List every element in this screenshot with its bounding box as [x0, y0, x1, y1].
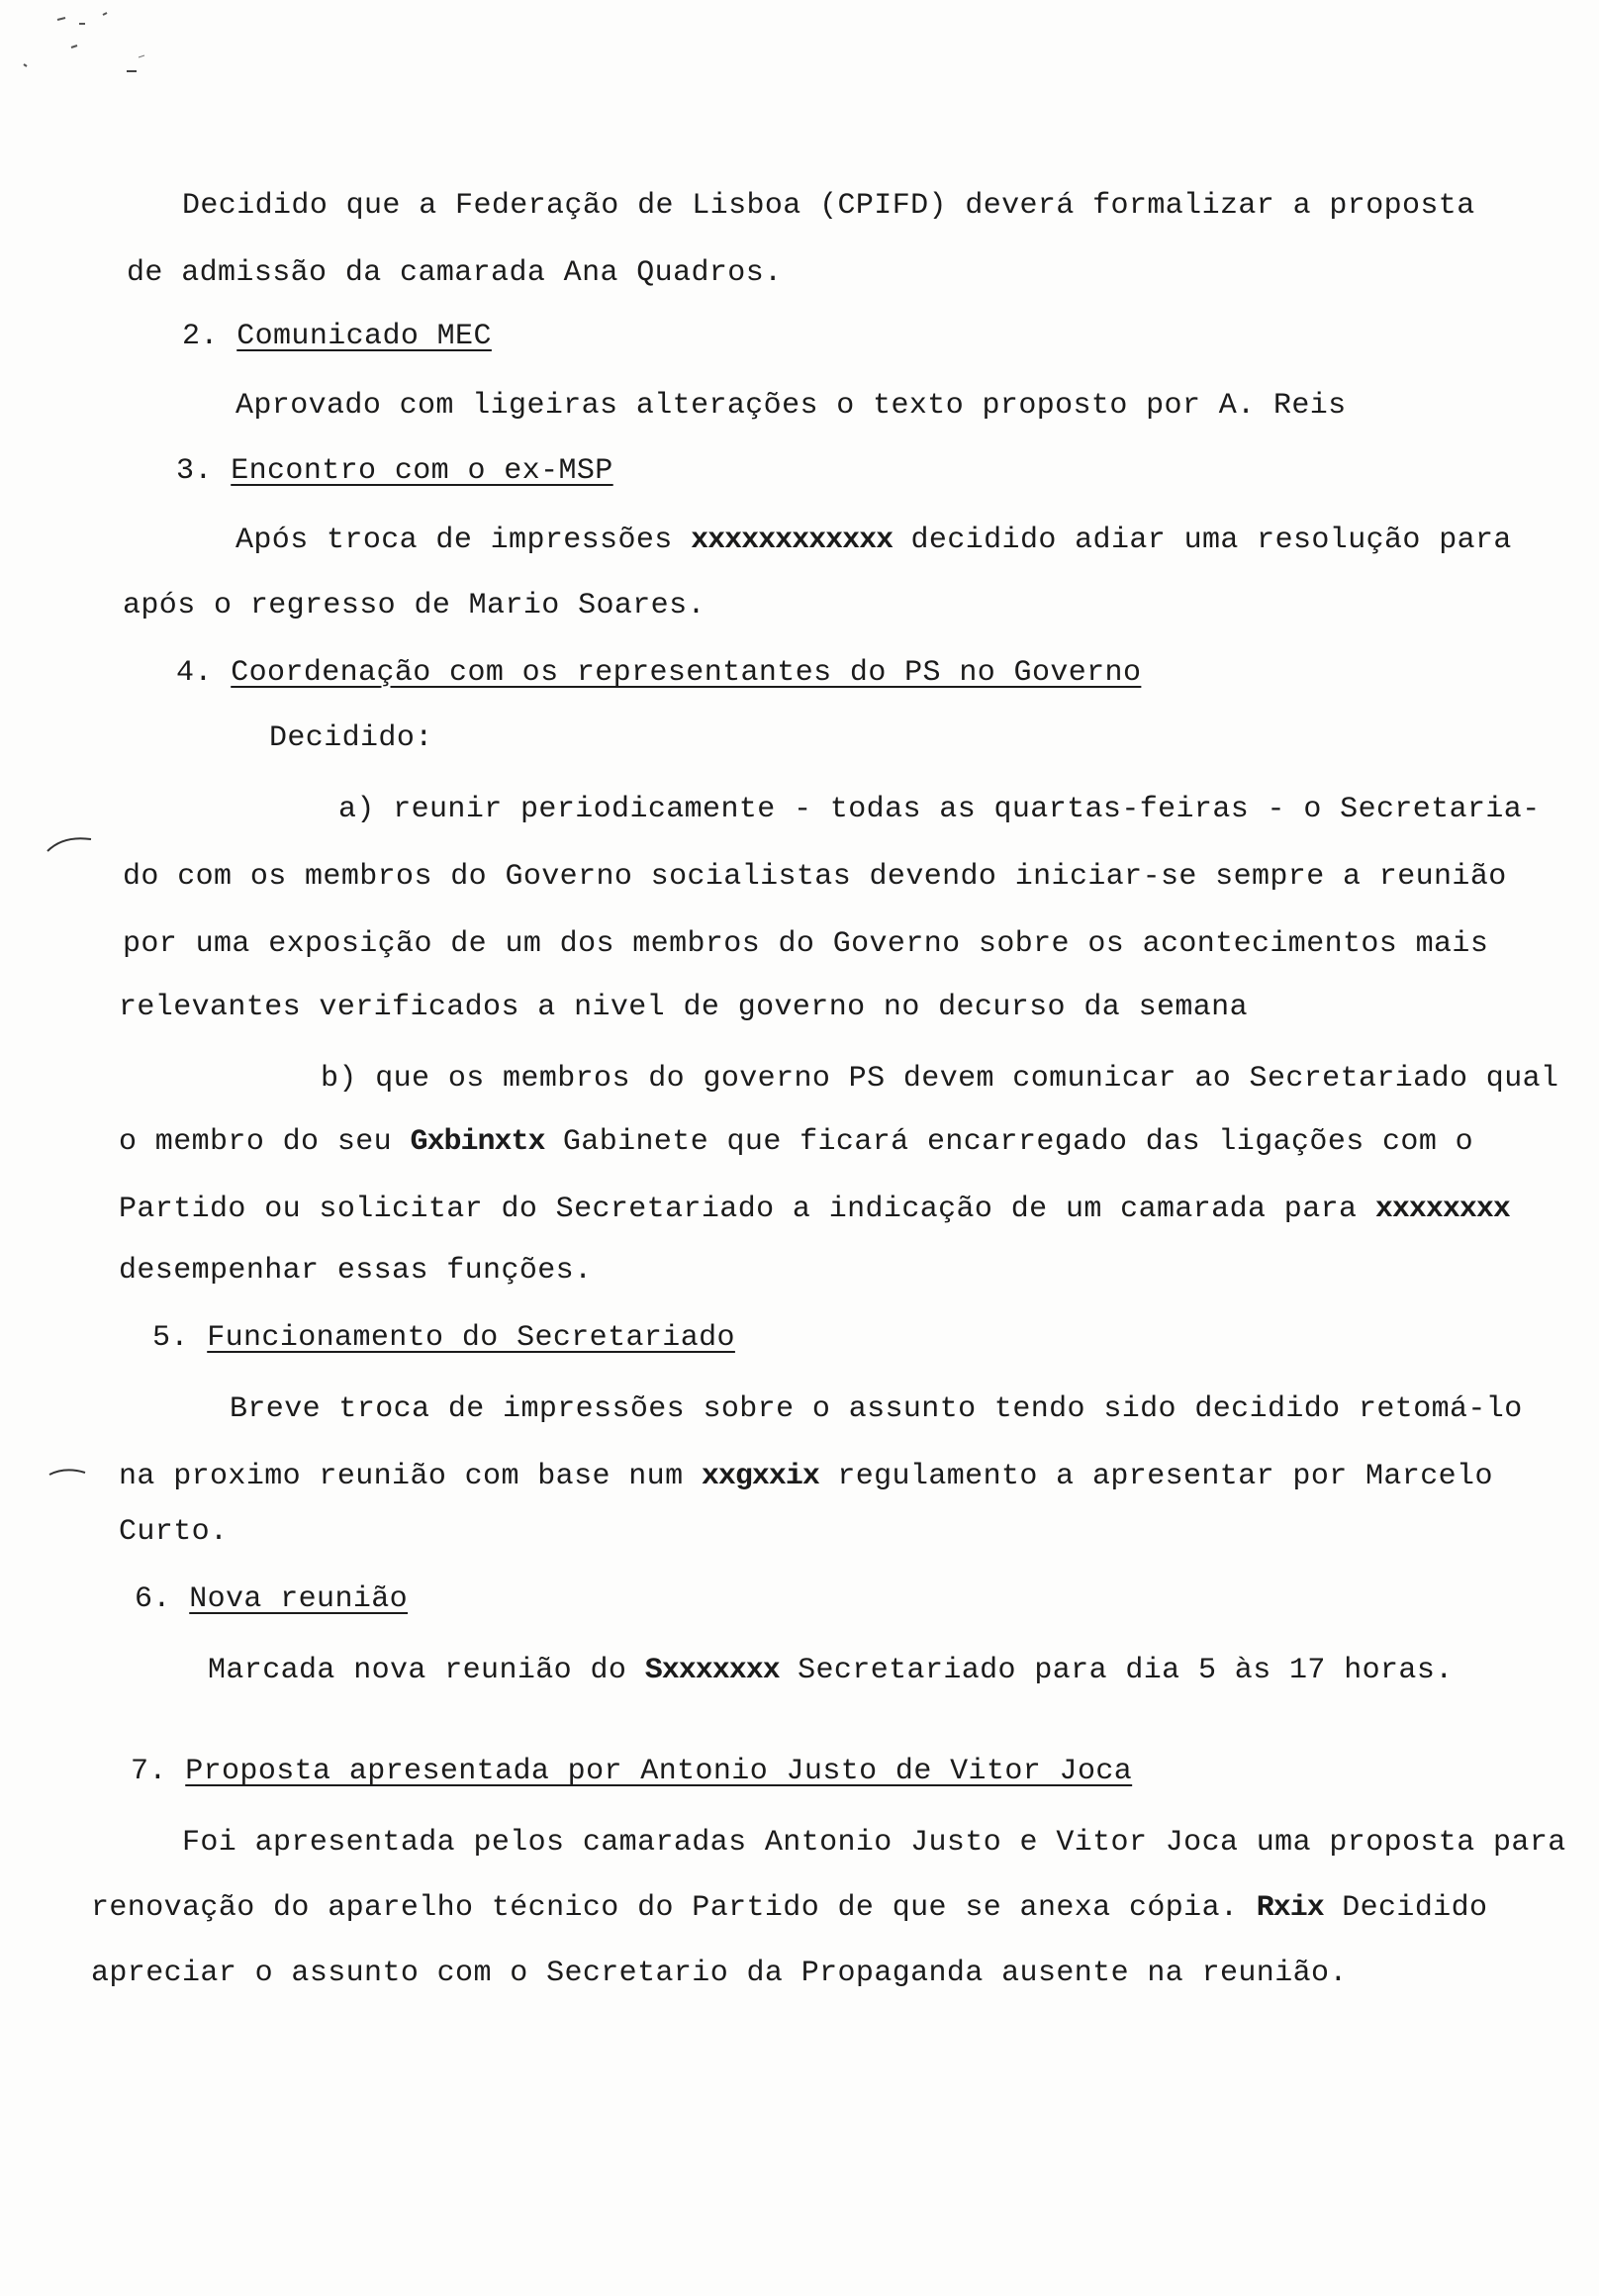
section-number: 2.: [182, 320, 219, 353]
text-line: [119, 1124, 1473, 1160]
section-heading-2: [182, 319, 492, 354]
section-number: 4.: [176, 656, 213, 690]
text-line: [119, 1192, 1510, 1227]
text-line: relevantes verificados a nivel de governo no decurso da semana: [119, 991, 1248, 1024]
text-run: Secretariado para dia 5 às 17 horas.: [798, 1654, 1454, 1687]
text-line: [119, 1459, 1493, 1494]
margin-mark-1: [44, 827, 103, 857]
section-heading-6: [135, 1581, 408, 1617]
struck-text: xxgxxix: [701, 1460, 819, 1493]
text-line: [91, 1890, 1487, 1926]
margin-mark-2: [44, 1463, 103, 1483]
text-line: de admissão da camarada Ana Quadros.: [127, 256, 783, 290]
text-run: Decidido: [1342, 1891, 1488, 1925]
text-line: Aprovado com ligeiras alterações o texto proposto por A. Reis: [235, 389, 1347, 423]
section-heading-4: [176, 655, 1141, 691]
section-title: Coordenação com os representantes do PS no Governo: [231, 656, 1142, 690]
text-line: [235, 523, 1512, 558]
struck-text: xxxxxxxx: [1374, 1193, 1510, 1226]
text-line: desempenhar essas funções.: [119, 1254, 593, 1288]
text-run: renovação do aparelho técnico do Partido de que se anexa cópia.: [91, 1891, 1239, 1925]
section-number: 6.: [135, 1582, 171, 1616]
text-run: Partido ou solicitar do Secretariado a indicação de um camarada para: [119, 1193, 1358, 1226]
text-run: o membro do seu: [119, 1125, 393, 1159]
section-heading-7: [131, 1754, 1132, 1789]
text-run: Após troca de impressões: [235, 524, 673, 557]
text-line: Breve troca de impressões sobre o assunto tendo sido decidido retomá-lo: [230, 1392, 1523, 1426]
text-line: [208, 1653, 1454, 1688]
text-line: apreciar o assunto com o Secretario da Propaganda ausente na reunião.: [91, 1957, 1348, 1990]
section-number: 7.: [131, 1755, 167, 1788]
text-run: Gabinete que ficará encarregado das ligações com o: [562, 1125, 1474, 1159]
section-heading-3: [176, 453, 613, 489]
section-title: Proposta apresentada por Antonio Justo de Vitor Joca: [185, 1755, 1133, 1788]
struck-text: Gxbinxtx: [410, 1125, 545, 1159]
struck-text: Sxxxxxxx: [644, 1654, 780, 1687]
struck-text: Rxix: [1256, 1891, 1324, 1925]
section-title: Encontro com o ex-MSP: [231, 454, 613, 488]
text-line: Decidido:: [269, 721, 433, 755]
section-heading-5: [152, 1320, 735, 1356]
text-run: na proximo reunião com base num: [119, 1460, 684, 1493]
text-line: Curto.: [119, 1515, 229, 1549]
corner-marks: [20, 10, 178, 99]
text-line: b) que os membros do governo PS devem comunicar ao Secretariado qual: [321, 1062, 1559, 1096]
text-line: Foi apresentada pelos camaradas Antonio Justo e Vitor Joca uma proposta para: [182, 1826, 1566, 1860]
text-line: a) reunir periodicamente - todas as quartas-feiras - o Secretaria-: [338, 793, 1541, 826]
text-run: decidido adiar uma resolução para: [910, 524, 1512, 557]
text-run: Marcada nova reunião do: [208, 1654, 627, 1687]
text-line: após o regresso de Mario Soares.: [123, 589, 705, 622]
text-run: regulamento a apresentar por Marcelo: [837, 1460, 1493, 1493]
text-line: Decidido que a Federação de Lisboa (CPIFD) deverá formalizar a proposta: [182, 189, 1475, 223]
struck-text: xxxxxxxxxxxx: [691, 524, 894, 557]
section-title: Nova reunião: [189, 1582, 409, 1616]
section-number: 3.: [176, 454, 213, 488]
section-title: Comunicado MEC: [236, 320, 492, 353]
text-line: por uma exposição de um dos membros do Governo sobre os acontecimentos mais: [123, 927, 1489, 961]
text-line: do com os membros do Governo socialistas devendo iniciar-se sempre a reunião: [123, 860, 1507, 894]
section-number: 5.: [152, 1321, 189, 1355]
section-title: Funcionamento do Secretariado: [207, 1321, 735, 1355]
